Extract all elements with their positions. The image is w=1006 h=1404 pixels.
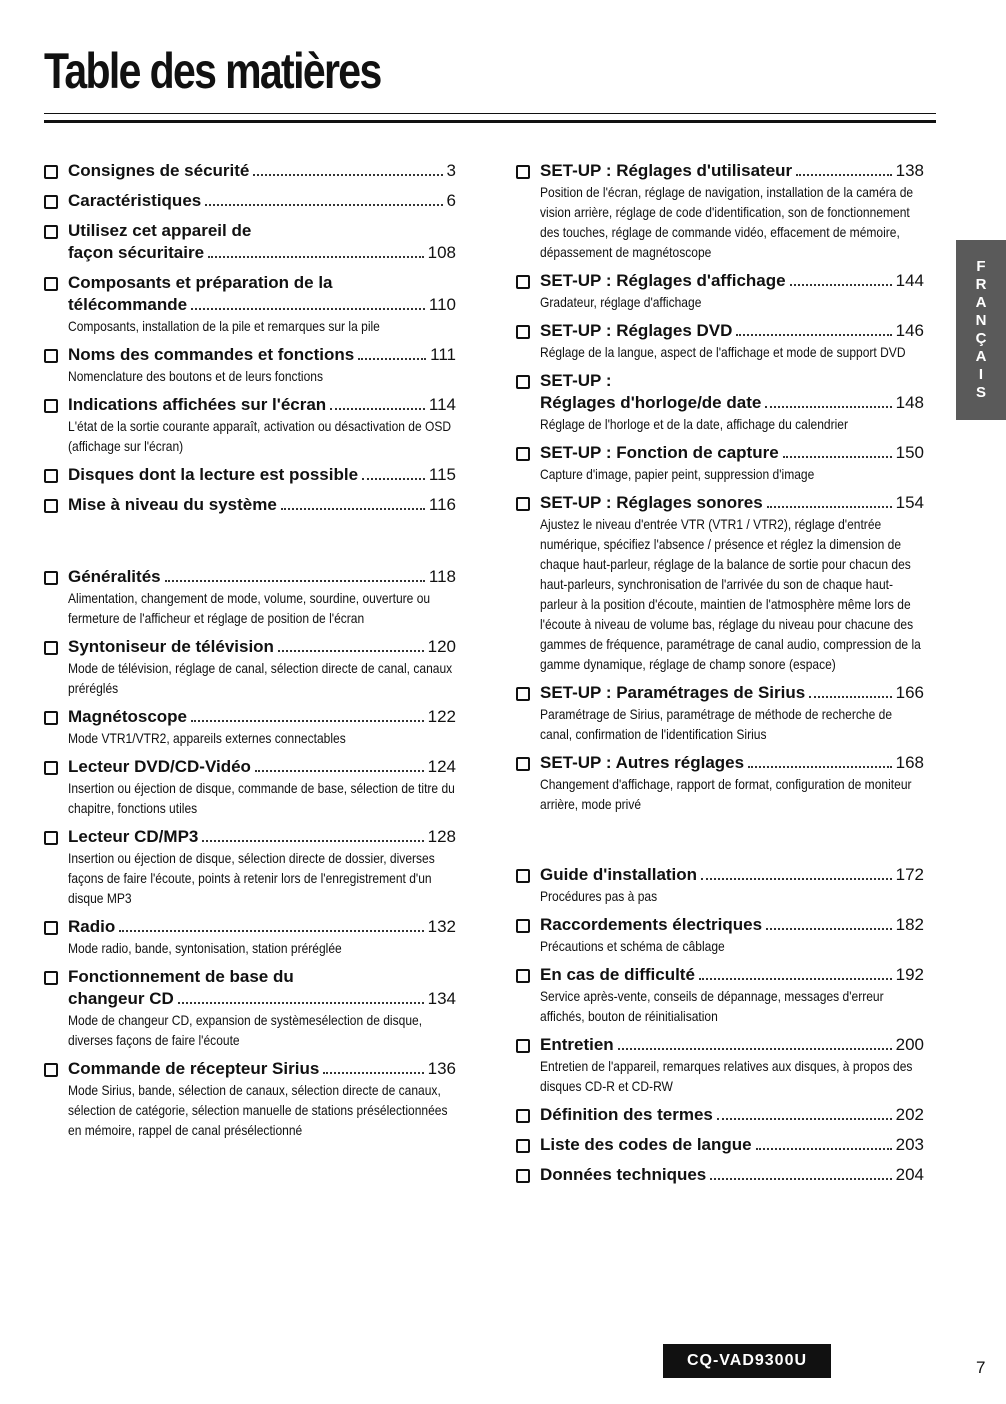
toc-entry-content	[540, 1164, 924, 1186]
toc-entry-page: 203	[895, 1135, 924, 1154]
toc-entry-description: Entretien de l'appareil, remarques relatives aux disques, à propos des disques CD-R et CD-RW	[540, 1058, 913, 1094]
toc-entry-page: 111	[430, 345, 456, 364]
toc-entry-title: Raccordements électriques	[540, 915, 763, 934]
checkbox-icon	[44, 761, 58, 775]
toc-entry-content	[540, 1034, 924, 1096]
toc-entry-title: Données techniques	[540, 1165, 707, 1184]
dot-leader	[205, 204, 442, 206]
toc-entry[interactable]	[44, 916, 456, 958]
dot-leader	[756, 1148, 892, 1150]
dot-leader	[748, 766, 892, 768]
toc-entry-content	[540, 492, 924, 674]
toc-entry-page: 202	[895, 1105, 924, 1124]
checkbox-icon	[516, 1039, 530, 1053]
toc-entry-title-row	[68, 242, 456, 264]
dot-leader	[790, 284, 892, 286]
toc-entry[interactable]	[44, 190, 456, 212]
toc-entry-title: Indications affichées sur l'écran	[68, 395, 327, 414]
checkbox-icon	[44, 399, 58, 413]
toc-entry-page: 110	[428, 295, 456, 314]
checkbox-icon	[44, 349, 58, 363]
checkbox-icon	[44, 165, 58, 179]
toc-entry-title-row	[540, 964, 924, 986]
toc-entry-title-line: SET-UP :	[540, 371, 612, 390]
toc-entry-title-row	[68, 826, 456, 848]
toc-entry[interactable]	[516, 1104, 924, 1126]
toc-entry-page: 3	[446, 161, 456, 180]
toc-entry[interactable]	[516, 492, 924, 674]
toc-entry-title-row	[540, 914, 924, 936]
toc-entry[interactable]	[516, 442, 924, 484]
toc-entry[interactable]	[516, 914, 924, 956]
checkbox-icon	[44, 641, 58, 655]
toc-entry-title-row	[540, 442, 924, 464]
toc-entry-title-row	[540, 270, 924, 292]
toc-entry-title: Lecteur CD/MP3	[68, 827, 199, 846]
toc-entry-title: Magnétoscope	[68, 707, 188, 726]
toc-entry-description: Gradateur, réglage d'affichage	[540, 294, 702, 310]
language-side-tab	[956, 240, 1006, 420]
dot-leader	[362, 478, 425, 480]
toc-entry-title: Syntoniseur de télévision	[68, 637, 274, 656]
toc-entry-title: Caractéristiques	[68, 191, 202, 210]
toc-entry-description: Mode de changeur CD, expansion de systèmesélection de disque, diverses façons de faire l'écoute	[68, 1012, 423, 1048]
toc-entry-title: Définition des termes	[540, 1105, 713, 1124]
toc-entry-title: Réglages d'horloge/de date	[540, 393, 762, 412]
toc-entry-title-row	[540, 1134, 924, 1156]
toc-entry-content	[540, 864, 924, 906]
side-tab-letter: R	[975, 276, 987, 293]
toc-entry-title: Radio	[68, 917, 116, 936]
dot-leader	[717, 1118, 892, 1120]
toc-entry-content	[68, 160, 456, 182]
toc-entry-page: 172	[895, 865, 924, 884]
checkbox-icon	[44, 971, 58, 985]
toc-entry-title-row	[540, 1164, 924, 1186]
toc-entry[interactable]	[44, 272, 456, 336]
toc-entry-title: SET-UP : Réglages DVD	[540, 321, 733, 340]
toc-entry-title: Consignes de sécurité	[68, 161, 250, 180]
toc-entry-title-row	[540, 392, 924, 414]
toc-entry-content	[68, 272, 456, 336]
toc-entry[interactable]	[44, 566, 456, 628]
dot-leader	[165, 580, 425, 582]
toc-entry[interactable]	[44, 464, 456, 486]
toc-entry-page: 136	[427, 1059, 456, 1078]
checkbox-icon	[516, 165, 530, 179]
toc-entry-page: 120	[427, 637, 456, 656]
toc-entry-description: Composants, installation de la pile et remarques sur la pile	[68, 318, 380, 334]
dot-leader	[765, 406, 891, 408]
dot-leader	[255, 770, 424, 772]
toc-entry-description: Mode Sirius, bande, sélection de canaux, sélection directe de canaux, sélection de catégorie, sélection manuelle de stations présélectionnées en mémoire, rappel de canal présélectionné	[68, 1082, 448, 1138]
toc-entry-title-row	[68, 160, 456, 182]
toc-entry-title: SET-UP : Réglages sonores	[540, 493, 763, 512]
toc-entry-description: Insertion ou éjection de disque, sélection directe de dossier, diverses façons de faire l'écoute, points à retenir lors de l'enregistrement d'un disque MP3	[68, 850, 435, 906]
side-tab-letter: F	[976, 258, 986, 275]
side-tab-letter: A	[975, 294, 987, 311]
checkbox-icon	[516, 375, 530, 389]
toc-entry-title-row	[68, 1058, 456, 1080]
toc-left-column	[44, 160, 456, 1148]
toc-entry-page: 146	[895, 321, 924, 340]
toc-entry-title: Entretien	[540, 1035, 614, 1054]
toc-entry[interactable]	[44, 394, 456, 456]
checkbox-icon	[516, 497, 530, 511]
dot-leader	[278, 650, 424, 652]
toc-entry-title-row	[68, 916, 456, 938]
checkbox-icon	[516, 757, 530, 771]
dot-leader	[809, 696, 891, 698]
toc-entry-page: 200	[895, 1035, 924, 1054]
toc-entry-title-row	[540, 752, 924, 774]
toc-entry-content	[68, 916, 456, 958]
toc-entry-title-row	[68, 988, 456, 1010]
toc-entry-title: Guide d'installation	[540, 865, 698, 884]
toc-entry-content	[68, 756, 456, 818]
checkbox-icon	[44, 711, 58, 725]
toc-entry-title-row	[68, 756, 456, 778]
toc-entry[interactable]	[44, 756, 456, 818]
toc-entry-page: 122	[427, 707, 456, 726]
toc-entry-content	[68, 706, 456, 748]
toc-entry-page: 182	[895, 915, 924, 934]
toc-entry-page: 168	[895, 753, 924, 772]
dot-leader	[701, 878, 892, 880]
toc-entry-title-row	[68, 636, 456, 658]
checkbox-icon	[516, 275, 530, 289]
toc-entry-title-row	[68, 566, 456, 588]
toc-entry-description: Précautions et schéma de câblage	[540, 938, 725, 954]
toc-entry-title: télécommande	[68, 295, 188, 314]
toc-entry-title-row	[540, 492, 924, 514]
dot-leader	[253, 174, 442, 176]
toc-entry-content	[540, 370, 924, 434]
toc-entry-content	[540, 1104, 924, 1126]
toc-entry-content	[68, 190, 456, 212]
checkbox-icon	[44, 499, 58, 513]
toc-entry-title: SET-UP : Fonction de capture	[540, 443, 779, 462]
toc-entry[interactable]	[44, 160, 456, 182]
checkbox-icon	[516, 1169, 530, 1183]
side-tab-letter: A	[975, 348, 987, 365]
toc-entry-content	[540, 752, 924, 814]
checkbox-icon	[516, 1109, 530, 1123]
toc-entry-content	[540, 964, 924, 1026]
model-badge: CQ-VAD9300U	[663, 1344, 831, 1378]
toc-entry-title-row	[540, 682, 924, 704]
toc-entry-content	[68, 566, 456, 628]
toc-entry-content	[68, 220, 456, 264]
toc-entry-page: 204	[895, 1165, 924, 1184]
toc-entry-title: Mise à niveau du système	[68, 495, 277, 514]
side-tab-letter: Ç	[975, 330, 987, 347]
dot-leader	[618, 1048, 892, 1050]
toc-entry-title-row	[68, 464, 456, 486]
toc-entry-page: 192	[895, 965, 924, 984]
toc-entry-title-row	[68, 344, 456, 366]
checkbox-icon	[44, 277, 58, 291]
toc-entry[interactable]	[44, 826, 456, 908]
checkbox-icon	[44, 225, 58, 239]
toc-entry[interactable]	[516, 864, 924, 906]
toc-entry-description: Mode VTR1/VTR2, appareils externes connectables	[68, 730, 346, 746]
dot-leader	[766, 928, 892, 930]
toc-entry-title-row	[540, 1034, 924, 1056]
toc-entry-title: SET-UP : Réglages d'affichage	[540, 271, 786, 290]
toc-entry[interactable]	[516, 160, 924, 262]
toc-entry-description: Position de l'écran, réglage de navigation, installation de la caméra de vision arrière, réglage de code d'identification, son de fonctionnement des touches, réglage de commande vidéo, effacement de mémoire, dépassement de magnétoscope	[540, 184, 914, 260]
checkbox-icon	[516, 869, 530, 883]
toc-entry-page: 134	[427, 989, 456, 1008]
toc-entry-title-row	[68, 190, 456, 212]
toc-entry-content	[68, 464, 456, 486]
toc-entry-title-row	[540, 1104, 924, 1126]
toc-entry-title-line: Composants et préparation de la	[68, 273, 333, 292]
toc-entry-page: 114	[428, 395, 456, 414]
dot-leader	[202, 840, 423, 842]
toc-entry-content	[540, 914, 924, 956]
dot-leader	[323, 1072, 423, 1074]
toc-entry-page: 6	[446, 191, 456, 210]
toc-entry-title-row	[68, 706, 456, 728]
toc-entry[interactable]	[44, 636, 456, 698]
toc-entry[interactable]	[516, 752, 924, 814]
toc-entry-content	[540, 320, 924, 362]
toc-entry-page: 148	[895, 393, 924, 412]
toc-entry-description: Alimentation, changement de mode, volume, sourdine, ouverture ou fermeture de l'afficheur et réglage de position de l'écran	[68, 590, 431, 626]
toc-entry-page: 150	[895, 443, 924, 462]
side-tab-letter: S	[975, 384, 986, 401]
checkbox-icon	[516, 1139, 530, 1153]
toc-entry-title-line: Utilisez cet appareil de	[68, 221, 252, 240]
toc-entry-description: Mode de télévision, réglage de canal, sélection directe de canal, canaux préréglés	[68, 660, 453, 696]
toc-right-column	[516, 160, 924, 1194]
toc-entry-content	[68, 394, 456, 456]
toc-entry-page: 166	[895, 683, 924, 702]
checkbox-icon	[44, 1063, 58, 1077]
toc-entry-title: En cas de difficulté	[540, 965, 695, 984]
checkbox-icon	[516, 447, 530, 461]
toc-entry-description: Ajustez le niveau d'entrée VTR (VTR1 / VTR2), réglage d'entrée numérique, spécifiez l'absence / présence et réglez la dimension de chaque haut-parleur, réglage de la balance de sortie pour chacun des haut-parleurs, synchronisation de l'arrivée du son de chaque haut-parleur à la position d'écoute, maintien de l'atmosphère même lors de l'écoute à niveau de volume bas, réglage du niveau pour chacune des gammes de fréquence, paramétrage de canal audio, compression de la gamme dynamique, réglage de champ sonore (espace)	[540, 516, 921, 672]
toc-entry-title-row	[540, 864, 924, 886]
toc-entry[interactable]	[44, 494, 456, 516]
checkbox-icon	[516, 969, 530, 983]
toc-entry-page: 128	[427, 827, 456, 846]
page-number: 7	[976, 1358, 986, 1377]
toc-entry-content	[68, 636, 456, 698]
toc-entry-description: Service après-vente, conseils de dépannage, messages d'erreur affichés, bouton de réinitialisation	[540, 988, 884, 1024]
toc-entry-page: 116	[428, 495, 456, 514]
toc-entry[interactable]	[44, 966, 456, 1050]
toc-entry-description: Nomenclature des boutons et de leurs fonctions	[68, 368, 324, 384]
toc-entry-description: Réglage de la langue, aspect de l'affichage et mode de support DVD	[540, 344, 906, 360]
dot-leader	[208, 256, 424, 258]
checkbox-icon	[44, 831, 58, 845]
toc-entry-description: L'état de la sortie courante apparaît, activation ou désactivation de OSD (affichage sur l'écran)	[68, 418, 452, 454]
dot-leader	[736, 334, 891, 336]
toc-entry-title: SET-UP : Réglages d'utilisateur	[540, 161, 793, 180]
toc-entry-content	[540, 442, 924, 484]
toc-entry-description: Procédures pas à pas	[540, 888, 658, 904]
checkbox-icon	[44, 921, 58, 935]
side-tab-letter: N	[975, 312, 987, 329]
toc-entry-page: 108	[427, 243, 456, 262]
dot-leader	[330, 408, 425, 410]
toc-entry[interactable]	[516, 320, 924, 362]
toc-entry-title: changeur CD	[68, 989, 174, 1008]
side-tab-letter: I	[978, 366, 984, 383]
toc-entry[interactable]	[516, 270, 924, 312]
checkbox-icon	[44, 195, 58, 209]
toc-entry[interactable]	[516, 1134, 924, 1156]
dot-leader	[358, 358, 426, 360]
toc-entry-page: 154	[895, 493, 924, 512]
toc-entry[interactable]	[516, 964, 924, 1026]
checkbox-icon	[516, 325, 530, 339]
toc-entry-title: Généralités	[68, 567, 161, 586]
dot-leader	[191, 720, 424, 722]
checkbox-icon	[44, 469, 58, 483]
toc-entry-title: SET-UP : Paramétrages de Sirius	[540, 683, 806, 702]
toc-entry-title: Disques dont la lecture est possible	[68, 465, 359, 484]
toc-entry-content	[68, 826, 456, 908]
dot-leader	[281, 508, 425, 510]
toc-entry-page: 138	[895, 161, 924, 180]
toc-entry-description: Paramétrage de Sirius, paramétrage de méthode de recherche de canal, confirmation de l'identification Sirius	[540, 706, 893, 742]
title-rule	[44, 113, 936, 123]
toc-entry-page: 115	[428, 465, 456, 484]
toc-entry-description: Mode radio, bande, syntonisation, station préréglée	[68, 940, 342, 956]
toc-entry[interactable]	[516, 1034, 924, 1096]
toc-entry[interactable]	[44, 1058, 456, 1140]
dot-leader	[178, 1002, 424, 1004]
toc-entry-description: Réglage de l'horloge et de la date, affichage du calendrier	[540, 416, 848, 432]
toc-entry-content	[68, 344, 456, 386]
toc-entry-page: 132	[427, 917, 456, 936]
toc-entry-title: Commande de récepteur Sirius	[68, 1059, 320, 1078]
toc-entry-title: Lecteur DVD/CD-Vidéo	[68, 757, 251, 776]
toc-entry-page: 124	[427, 757, 456, 776]
toc-entry-content	[540, 270, 924, 312]
toc-entry-title-row	[68, 294, 456, 316]
toc-entry-content	[68, 1058, 456, 1140]
toc-entry-title-row	[540, 320, 924, 342]
toc-entry-content	[540, 682, 924, 744]
toc-entry-title: Noms des commandes et fonctions	[68, 345, 355, 364]
toc-entry-description: Insertion ou éjection de disque, commande de base, sélection de titre du chapitre, fonctions utiles	[68, 780, 455, 816]
toc-entry-title: SET-UP : Autres réglages	[540, 753, 745, 772]
toc-entry-title: Liste des codes de langue	[540, 1135, 752, 1154]
toc-entry-description: Changement d'affichage, rapport de format, configuration de moniteur arrière, mode privé	[540, 776, 912, 812]
dot-leader	[699, 978, 892, 980]
dot-leader	[796, 174, 891, 176]
toc-entry-page: 144	[895, 271, 924, 290]
toc-entry[interactable]	[516, 1164, 924, 1186]
checkbox-icon	[516, 919, 530, 933]
toc-entry[interactable]	[44, 220, 456, 264]
checkbox-icon	[44, 571, 58, 585]
toc-entry-title-line: Fonctionnement de base du	[68, 967, 294, 986]
toc-entry[interactable]	[516, 370, 924, 434]
dot-leader	[767, 506, 892, 508]
dot-leader	[710, 1178, 891, 1180]
toc-entry[interactable]	[516, 682, 924, 744]
toc-entry-title-row	[68, 394, 456, 416]
toc-entry-content	[68, 494, 456, 516]
page-title: Table des matières	[44, 43, 381, 99]
dot-leader	[119, 930, 423, 932]
toc-entry-title-row	[540, 160, 924, 182]
dot-leader	[191, 308, 425, 310]
toc-entry-page: 118	[428, 567, 456, 586]
toc-entry-content	[540, 160, 924, 262]
checkbox-icon	[516, 687, 530, 701]
toc-entry-content	[68, 966, 456, 1050]
toc-entry-title: façon sécuritaire	[68, 243, 205, 262]
toc-entry-content	[540, 1134, 924, 1156]
toc-entry[interactable]	[44, 706, 456, 748]
dot-leader	[783, 456, 892, 458]
toc-entry[interactable]	[44, 344, 456, 386]
toc-entry-description: Capture d'image, papier peint, suppression d'image	[540, 466, 815, 482]
toc-entry-title-row	[68, 494, 456, 516]
